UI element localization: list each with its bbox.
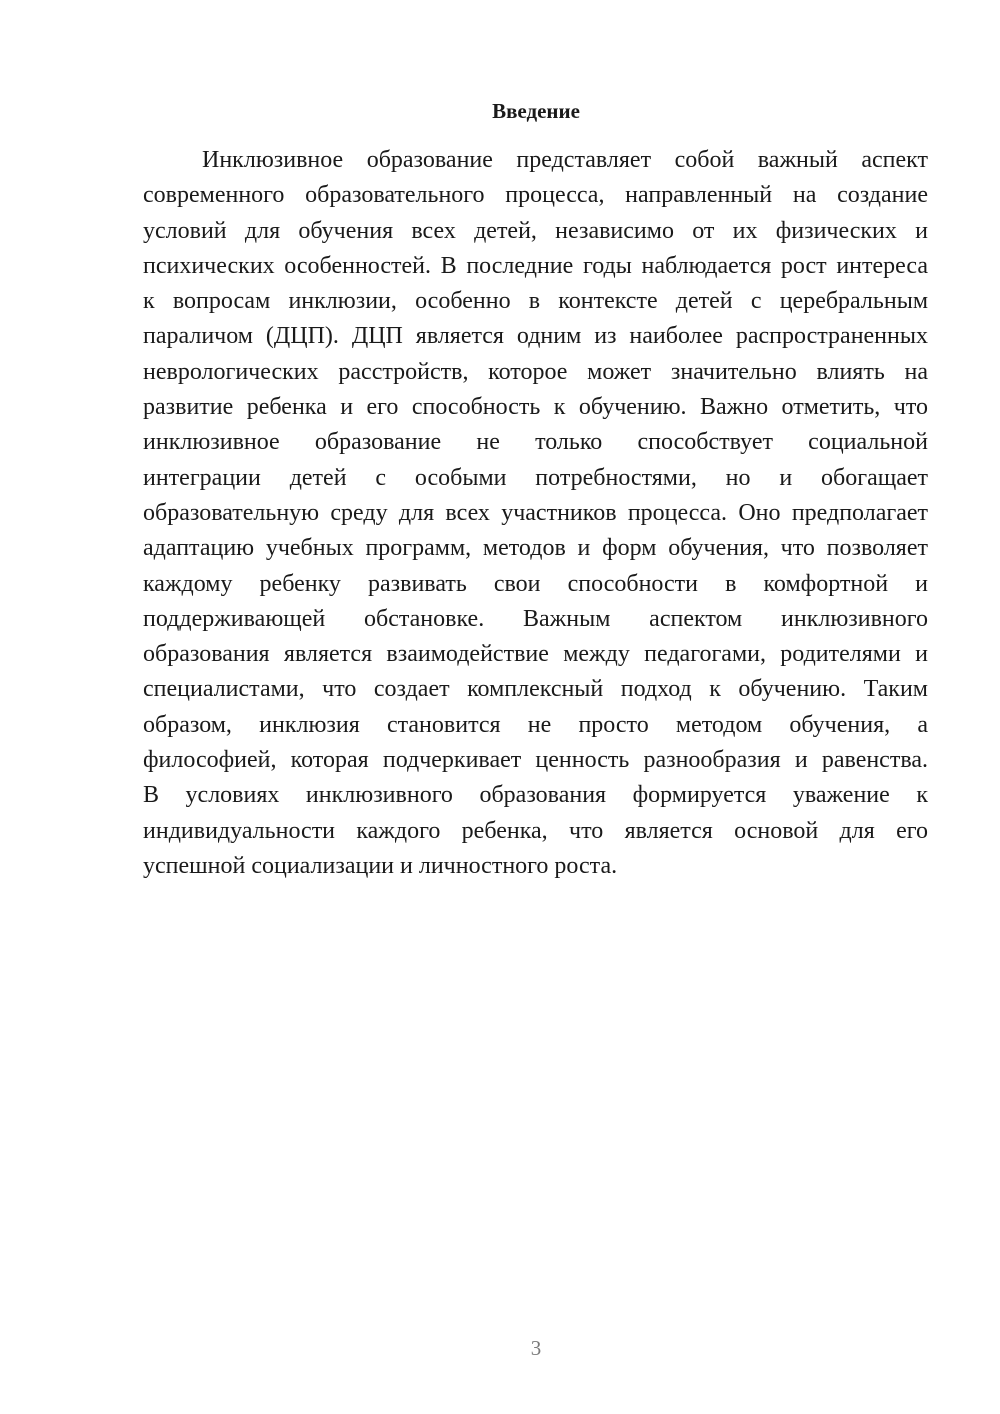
paragraph-line: успешной социализации и личностного роста. <box>143 852 618 879</box>
paragraph-line: образования является взаимодействие между педагогами, родителями и <box>143 641 928 668</box>
paragraph-line: каждому ребенку развивать свои способности в комфортной и <box>143 570 928 597</box>
paragraph-line: образовательную среду для всех участников процесса. Оно предполагает <box>143 499 928 526</box>
page-number: 3 <box>530 1336 542 1360</box>
paragraph-line: поддерживающей обстановке. Важным аспектом инклюзивного <box>143 605 928 632</box>
paragraph-line: условий для обучения всех детей, независимо от их физических и <box>143 217 928 244</box>
paragraph-line: развитие ребенка и его способность к обучению. Важно отметить, что <box>143 394 928 421</box>
paragraph-line: Инклюзивное образование представляет собой важный аспект <box>202 147 928 173</box>
paragraph-line: философией, которая подчеркивает ценность разнообразия и равенства. <box>143 747 928 774</box>
paragraph-line: психических особенностей. В последние годы наблюдается рост интереса <box>143 252 928 279</box>
paragraph-line: неврологических расстройств, которое может значительно влиять на <box>143 358 928 385</box>
paragraph-line: адаптацию учебных программ, методов и форм обучения, что позволяет <box>143 535 928 562</box>
paragraph-line: инклюзивное образование не только способствует социальной <box>143 429 928 456</box>
section-heading: Введение <box>492 99 580 123</box>
paragraph-line: интеграции детей с особыми потребностями, но и обогащает <box>143 464 928 491</box>
paragraph-line: индивидуальности каждого ребенка, что является основой для его <box>143 817 928 844</box>
paragraph-line: В условиях инклюзивного образования формируется уважение к <box>143 782 928 809</box>
paragraph-line: параличом (ДЦП). ДЦП является одним из наиболее распространенных <box>143 323 928 350</box>
paragraph-line: образом, инклюзия становится не просто методом обучения, а <box>143 711 928 738</box>
body-paragraph <box>143 143 928 884</box>
paragraph-line: специалистами, что создает комплексный подход к обучению. Таким <box>143 676 928 703</box>
paragraph-line: к вопросам инклюзии, особенно в контексте детей с церебральным <box>143 288 928 315</box>
paragraph-line: современного образовательного процесса, направленный на создание <box>143 182 928 209</box>
